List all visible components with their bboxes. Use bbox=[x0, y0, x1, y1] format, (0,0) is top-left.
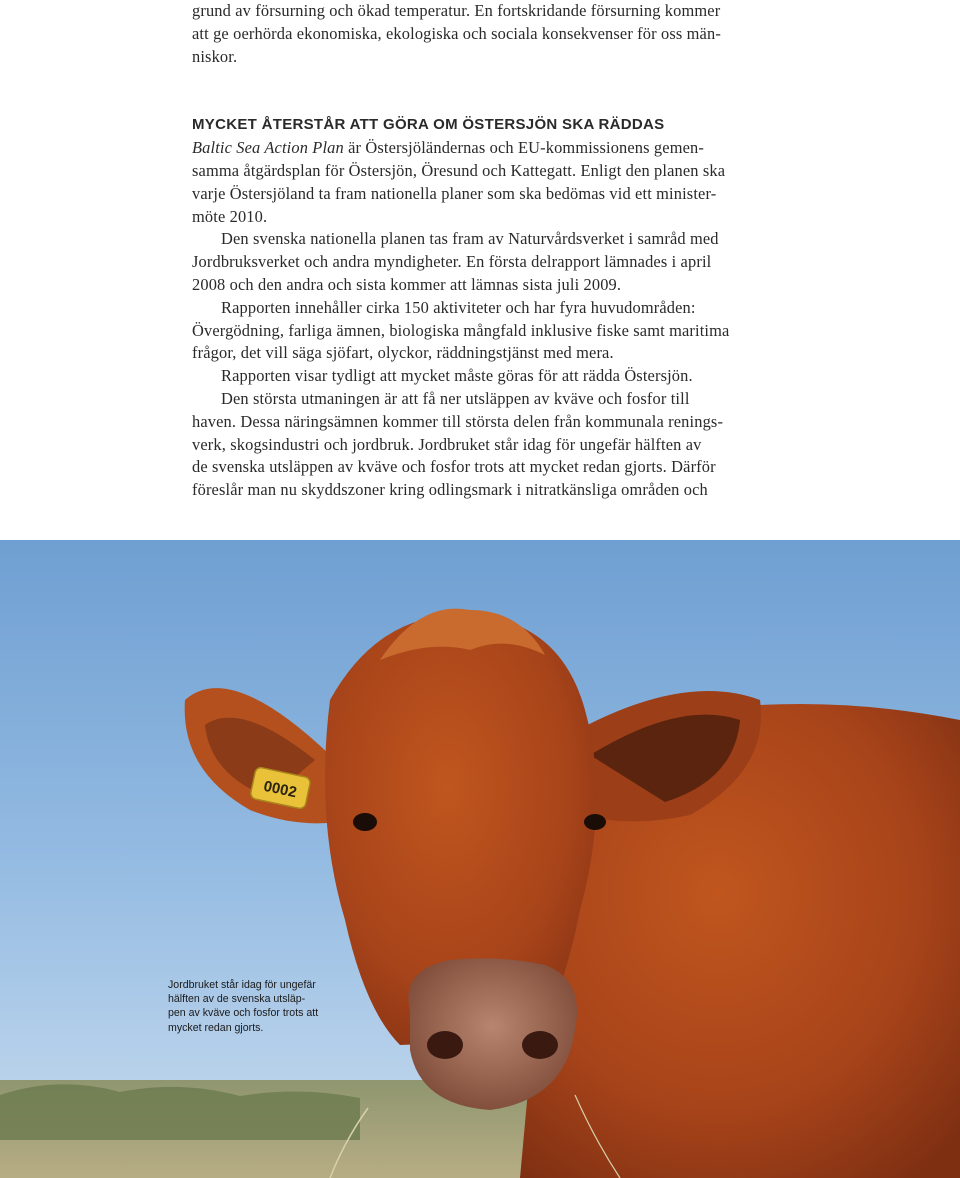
caption-line: Jordbruket står idag för ungefär bbox=[168, 979, 316, 991]
caption-line: pen av kväve och fosfor trots att bbox=[168, 1007, 319, 1020]
plan-name: Baltic Sea Action Plan bbox=[192, 138, 344, 158]
text-line: möte 2010. bbox=[192, 206, 268, 226]
paragraph-1 bbox=[192, 137, 762, 228]
caption-line: hälften av de svenska utsläp- bbox=[168, 993, 306, 1006]
paragraph-5 bbox=[192, 388, 762, 502]
text-line: varje Östersjöland ta fram nationella planer som ska bedömas vid ett minister- bbox=[192, 183, 717, 203]
right-nostril bbox=[522, 1031, 558, 1059]
text-line: verk, skogsindustri och jordbruk. Jordbruket står idag för ungefär hälften av bbox=[192, 434, 702, 454]
paragraph-3 bbox=[192, 297, 762, 365]
section-heading: MYCKET ÅTERSTÅR ATT GÖRA OM ÖSTERSJÖN SKA RÄDDAS bbox=[192, 116, 665, 134]
text-line: att ge oerhörda ekonomiska, ekologiska och sociala konsekvenser för oss män- bbox=[192, 23, 721, 43]
text-line: Den största utmaningen är att få ner utsläppen av kväve och fosfor till bbox=[221, 388, 690, 408]
text-line: Övergödning, farliga ämnen, biologiska mångfald inklusive fiske samt maritima bbox=[192, 320, 730, 340]
text-line: de svenska utsläppen av kväve och fosfor trots att mycket redan gjorts. Därför bbox=[192, 457, 716, 477]
text-line: 2008 och den andra och sista kommer att lämnas sista juli 2009. bbox=[192, 274, 622, 294]
text-line: grund av försurning och ökad temperatur. En fortskridande försurning kommer bbox=[192, 1, 721, 20]
ear-tag-number: 0002 bbox=[262, 777, 299, 802]
photo-caption bbox=[168, 978, 343, 1035]
paragraph-2 bbox=[192, 228, 762, 296]
text-line: frågor, det vill säga sjöfart, olyckor, räddningstjänst med mera. bbox=[192, 343, 614, 363]
text-line: Den svenska nationella planen tas fram av Naturvårdsverket i samråd med bbox=[221, 229, 719, 249]
text-line: samma åtgärdsplan för Östersjön, Öresund och Kattegatt. Enligt den planen ska bbox=[192, 160, 726, 180]
left-nostril bbox=[427, 1031, 463, 1059]
paragraph-4 bbox=[192, 365, 762, 388]
text-line: Jordbruksverket och andra myndigheter. En första delrapport lämnades i april bbox=[192, 252, 712, 272]
text-line: Rapporten visar tydligt att mycket måste göras för att rädda Östersjön. bbox=[221, 366, 693, 386]
cow-right-eye bbox=[584, 814, 606, 830]
caption-line: mycket redan gjorts. bbox=[168, 1021, 264, 1034]
cow-left-eye bbox=[353, 813, 377, 831]
cow-photo bbox=[0, 540, 960, 1178]
intro-paragraph bbox=[192, 0, 762, 68]
distant-trees bbox=[0, 1084, 360, 1140]
article-text bbox=[192, 0, 762, 502]
text-line: Rapporten innehåller cirka 150 aktiviteter och har fyra huvudområden: bbox=[221, 297, 696, 317]
text-line: niskor. bbox=[192, 46, 238, 66]
cow-illustration bbox=[0, 540, 960, 1178]
text-line: är Östersjöländernas och EU-kommissionens gemen- bbox=[343, 138, 704, 158]
text-line: haven. Dessa näringsämnen kommer till största delen från kommunala renings- bbox=[192, 411, 724, 431]
text-line: föreslår man nu skyddszoner kring odlingsmark i nitratkänsliga områden och bbox=[192, 480, 708, 500]
